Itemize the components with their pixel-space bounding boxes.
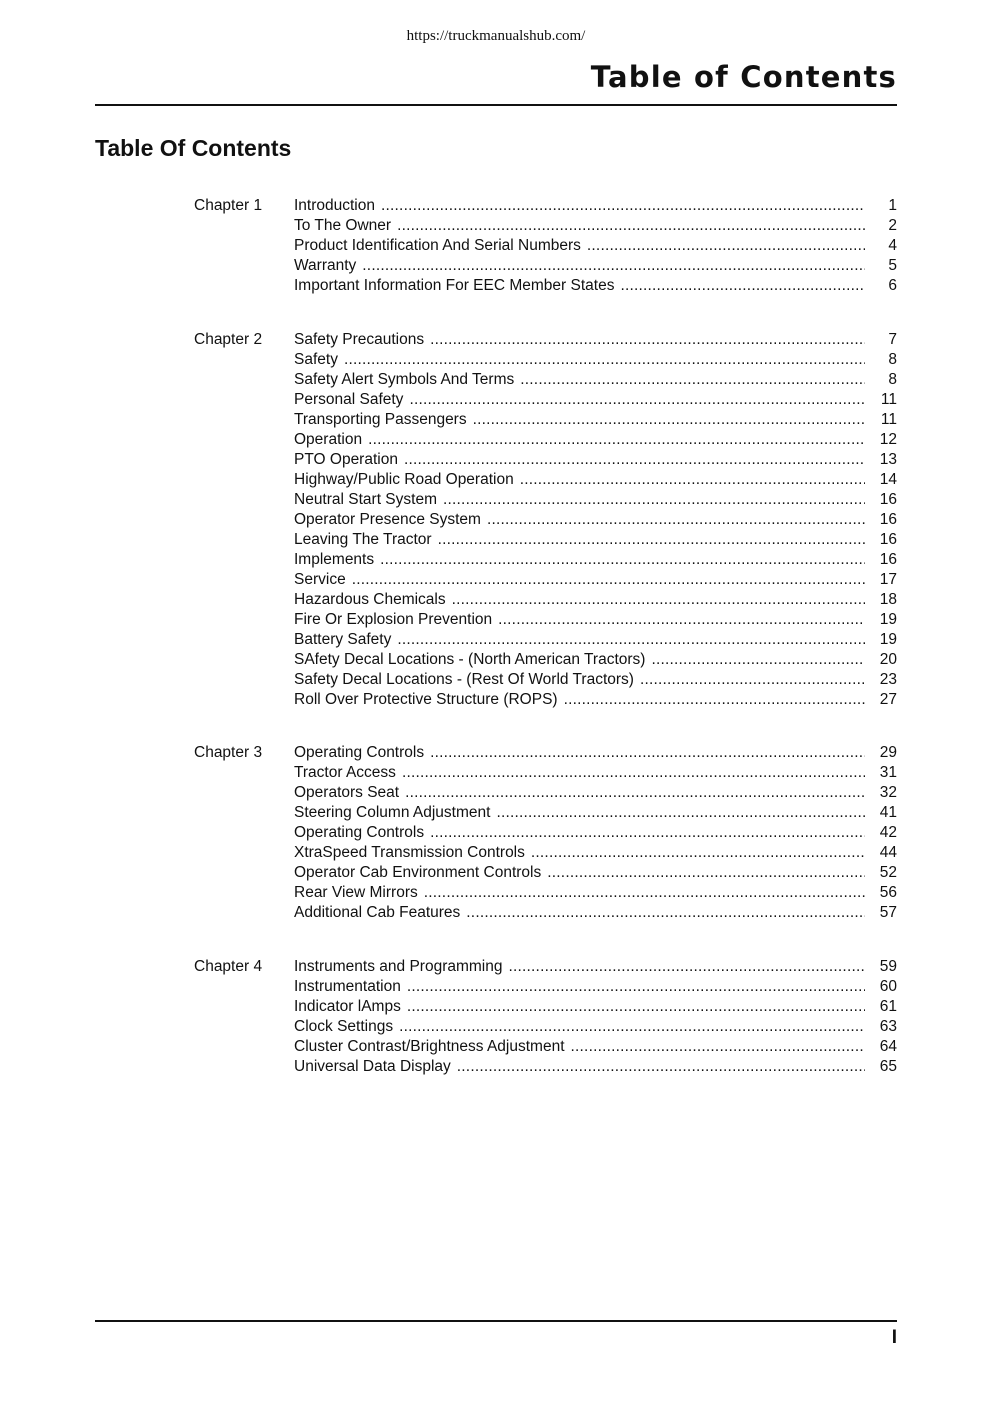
toc-entry[interactable] (294, 883, 897, 903)
toc-entry-page: 11 (880, 390, 897, 408)
toc-entry[interactable] (294, 430, 897, 450)
toc-entry[interactable] (294, 256, 897, 276)
dot-leader (587, 236, 865, 256)
chapter-entries (294, 743, 897, 923)
toc-entry[interactable] (294, 803, 897, 823)
table-of-contents (194, 196, 897, 1110)
page-number: I (891, 1327, 897, 1348)
dot-leader (430, 743, 865, 763)
dot-leader (344, 350, 865, 370)
toc-entry-page: 44 (879, 844, 897, 861)
toc-entry-title: Warranty (294, 257, 357, 274)
toc-entry[interactable] (294, 1057, 897, 1077)
toc-entry-page: 29 (879, 744, 897, 761)
toc-entry[interactable] (294, 370, 897, 390)
toc-entry[interactable] (294, 450, 897, 470)
chapter-entries (294, 330, 897, 710)
toc-entry-page: 16 (879, 530, 897, 548)
toc-entry-page: 61 (879, 997, 897, 1015)
chapter-label: Chapter 1 (194, 197, 263, 214)
toc-entry[interactable] (294, 783, 897, 803)
toc-entry-page: 8 (888, 350, 897, 368)
toc-entry-page: 12 (879, 430, 897, 448)
toc-entry-title: Neutral Start System (294, 490, 437, 508)
toc-entry-page: 16 (879, 550, 897, 568)
toc-entry-title: Steering Column Adjustment (294, 804, 491, 821)
toc-entry-page: 23 (879, 670, 897, 688)
chapter-entries (294, 196, 897, 296)
toc-entry-title: Additional Cab Features (294, 904, 461, 921)
toc-entry-title: XtraSpeed Transmission Controls (294, 844, 525, 861)
footer-divider (95, 1320, 897, 1322)
toc-entry-title: Service (294, 570, 346, 588)
toc-chapter (194, 957, 897, 1077)
toc-entry[interactable] (294, 590, 897, 610)
dot-leader (362, 256, 865, 276)
toc-entry-title: Fire Or Explosion Prevention (294, 610, 493, 628)
toc-entry-title: PTO Operation (294, 450, 398, 468)
toc-entry-title: Safety Alert Symbols And Terms (294, 370, 515, 388)
dot-leader (404, 450, 865, 470)
dot-leader (457, 1057, 865, 1077)
toc-entry-page: 42 (879, 824, 897, 841)
toc-entry-page: 18 (879, 590, 897, 608)
toc-entry-page: 64 (879, 1037, 897, 1055)
toc-entry-page: 2 (888, 217, 897, 234)
toc-entry-title: Tractor Access (294, 764, 396, 781)
toc-entry-title: SAfety Decal Locations - (North American Tractors) (294, 650, 646, 668)
toc-entry[interactable] (294, 823, 897, 843)
dot-leader (380, 550, 865, 570)
dot-leader (466, 903, 865, 923)
toc-entry[interactable] (294, 470, 897, 490)
dot-leader (547, 863, 865, 883)
toc-entry-title: Operator Presence System (294, 510, 481, 528)
toc-entry-page: 19 (879, 630, 897, 648)
dot-leader (352, 570, 865, 590)
chapter-entries (294, 957, 897, 1077)
toc-entry[interactable] (294, 650, 897, 670)
toc-entry-title: Operation (294, 430, 363, 448)
toc-entry-page: 8 (888, 370, 897, 388)
dot-leader (409, 390, 865, 410)
toc-entry-title: Product Identification And Serial Numbers (294, 237, 581, 254)
toc-entry[interactable] (294, 997, 897, 1017)
toc-entry-title: Highway/Public Road Operation (294, 470, 514, 488)
toc-entry-page: 7 (888, 330, 897, 348)
toc-entry[interactable] (294, 330, 897, 350)
dot-leader (405, 783, 865, 803)
toc-entry[interactable] (294, 977, 897, 997)
dot-leader (407, 997, 865, 1017)
dot-leader (397, 216, 865, 236)
toc-entry-page: 32 (879, 784, 897, 801)
toc-entry-page: 60 (879, 977, 897, 995)
dot-leader (397, 630, 865, 650)
toc-entry[interactable] (294, 1037, 897, 1057)
toc-entry-title: Roll Over Protective Structure (ROPS) (294, 690, 558, 708)
toc-entry-page: 17 (879, 570, 897, 588)
toc-chapter (194, 196, 897, 296)
toc-entry[interactable] (294, 530, 897, 550)
dot-leader (640, 670, 865, 690)
toc-entry[interactable] (294, 743, 897, 763)
toc-chapter (194, 743, 897, 923)
toc-entry-page: 11 (880, 410, 897, 428)
toc-entry-page: 31 (879, 764, 897, 781)
dot-leader (520, 470, 865, 490)
toc-entry[interactable] (294, 863, 897, 883)
dot-leader (430, 330, 865, 350)
toc-entry-page: 4 (888, 237, 897, 254)
toc-entry-title: Introduction (294, 197, 375, 214)
toc-entry-title: Safety (294, 350, 338, 368)
header-divider (95, 104, 897, 106)
dot-leader (399, 1017, 865, 1037)
dot-leader (443, 490, 865, 510)
dot-leader (473, 410, 865, 430)
toc-entry[interactable] (294, 1017, 897, 1037)
toc-entry[interactable] (294, 196, 897, 216)
dot-leader (402, 763, 865, 783)
toc-entry-page: 14 (879, 470, 897, 488)
toc-entry[interactable] (294, 216, 897, 236)
dot-leader (508, 957, 865, 977)
toc-entry-page: 59 (879, 957, 897, 975)
toc-entry-title: Instrumentation (294, 977, 401, 995)
toc-entry[interactable] (294, 276, 897, 296)
dot-leader (430, 823, 865, 843)
toc-entry-title: Operators Seat (294, 784, 400, 801)
toc-entry[interactable] (294, 390, 897, 410)
toc-entry-title: To The Owner (294, 217, 392, 234)
section-heading: Table Of Contents (95, 135, 292, 161)
toc-entry-title: Personal Safety (294, 390, 404, 408)
toc-entry-page: 16 (879, 490, 897, 508)
toc-entry-page: 63 (879, 1017, 897, 1035)
toc-entry[interactable] (294, 550, 897, 570)
dot-leader (424, 883, 865, 903)
toc-entry-page: 1 (888, 197, 897, 214)
toc-entry-title: Transporting Passengers (294, 410, 467, 428)
dot-leader (452, 590, 865, 610)
chapter-label: Chapter 2 (194, 330, 263, 348)
toc-entry-title: Operator Cab Environment Controls (294, 864, 542, 881)
toc-entry-page: 13 (879, 450, 897, 468)
toc-entry-title: Implements (294, 550, 375, 568)
toc-entry[interactable] (294, 843, 897, 863)
dot-leader (487, 510, 865, 530)
toc-entry[interactable] (294, 490, 897, 510)
dot-leader (438, 530, 865, 550)
toc-entry-page: 27 (879, 690, 897, 708)
toc-entry[interactable] (294, 903, 897, 923)
dot-leader (651, 650, 865, 670)
toc-entry-title: Cluster Contrast/Brightness Adjustment (294, 1037, 565, 1055)
toc-entry-page: 20 (879, 650, 897, 668)
toc-entry-page: 65 (879, 1057, 897, 1075)
chapter-label: Chapter 3 (194, 744, 263, 761)
dot-leader (520, 370, 865, 390)
toc-entry[interactable] (294, 610, 897, 630)
dot-leader (620, 276, 865, 296)
toc-entry-page: 56 (879, 884, 897, 901)
toc-entry-title: Operating Controls (294, 744, 425, 761)
toc-entry-title: Clock Settings (294, 1017, 394, 1035)
dot-leader (407, 977, 865, 997)
toc-entry[interactable] (294, 570, 897, 590)
toc-entry-page: 6 (888, 277, 897, 294)
dot-leader (368, 430, 865, 450)
dot-leader (564, 690, 865, 710)
page-header-title: Table of Contents (590, 60, 897, 94)
toc-entry-page: 5 (888, 257, 897, 274)
toc-entry-title: Important Information For EEC Member States (294, 277, 615, 294)
toc-entry[interactable] (294, 236, 897, 256)
toc-entry-page: 19 (879, 610, 897, 628)
toc-chapter (194, 330, 897, 710)
toc-entry-title: Indicator lAmps (294, 997, 401, 1015)
toc-entry-title: Universal Data Display (294, 1057, 451, 1075)
toc-entry[interactable] (294, 630, 897, 650)
toc-entry-title: Leaving The Tractor (294, 530, 432, 548)
chapter-label: Chapter 4 (194, 957, 263, 975)
dot-leader (381, 196, 865, 216)
toc-entry[interactable] (294, 410, 897, 430)
toc-entry-title: Instruments and Programming (294, 957, 503, 975)
toc-entry-title: Hazardous Chemicals (294, 590, 446, 608)
dot-leader (531, 843, 865, 863)
toc-entry-title: Battery Safety (294, 630, 392, 648)
dot-leader (498, 610, 865, 630)
toc-entry-page: 41 (879, 804, 897, 821)
toc-entry[interactable] (294, 957, 897, 977)
toc-entry[interactable] (294, 510, 897, 530)
toc-entry-title: Safety Decal Locations - (Rest Of World Tractors) (294, 670, 634, 688)
toc-entry-title: Rear View Mirrors (294, 884, 418, 901)
dot-leader (571, 1037, 865, 1057)
watermark-url: https://truckmanualshub.com/ (406, 28, 586, 44)
toc-entry-page: 52 (879, 864, 897, 881)
toc-entry[interactable] (294, 763, 897, 783)
toc-entry-title: Safety Precautions (294, 330, 425, 348)
dot-leader (496, 803, 865, 823)
toc-entry-title: Operating Controls (294, 824, 425, 841)
toc-entry-page: 16 (879, 510, 897, 528)
toc-entry[interactable] (294, 350, 897, 370)
toc-entry-page: 57 (879, 904, 897, 921)
toc-entry[interactable] (294, 670, 897, 690)
toc-entry[interactable] (294, 690, 897, 710)
